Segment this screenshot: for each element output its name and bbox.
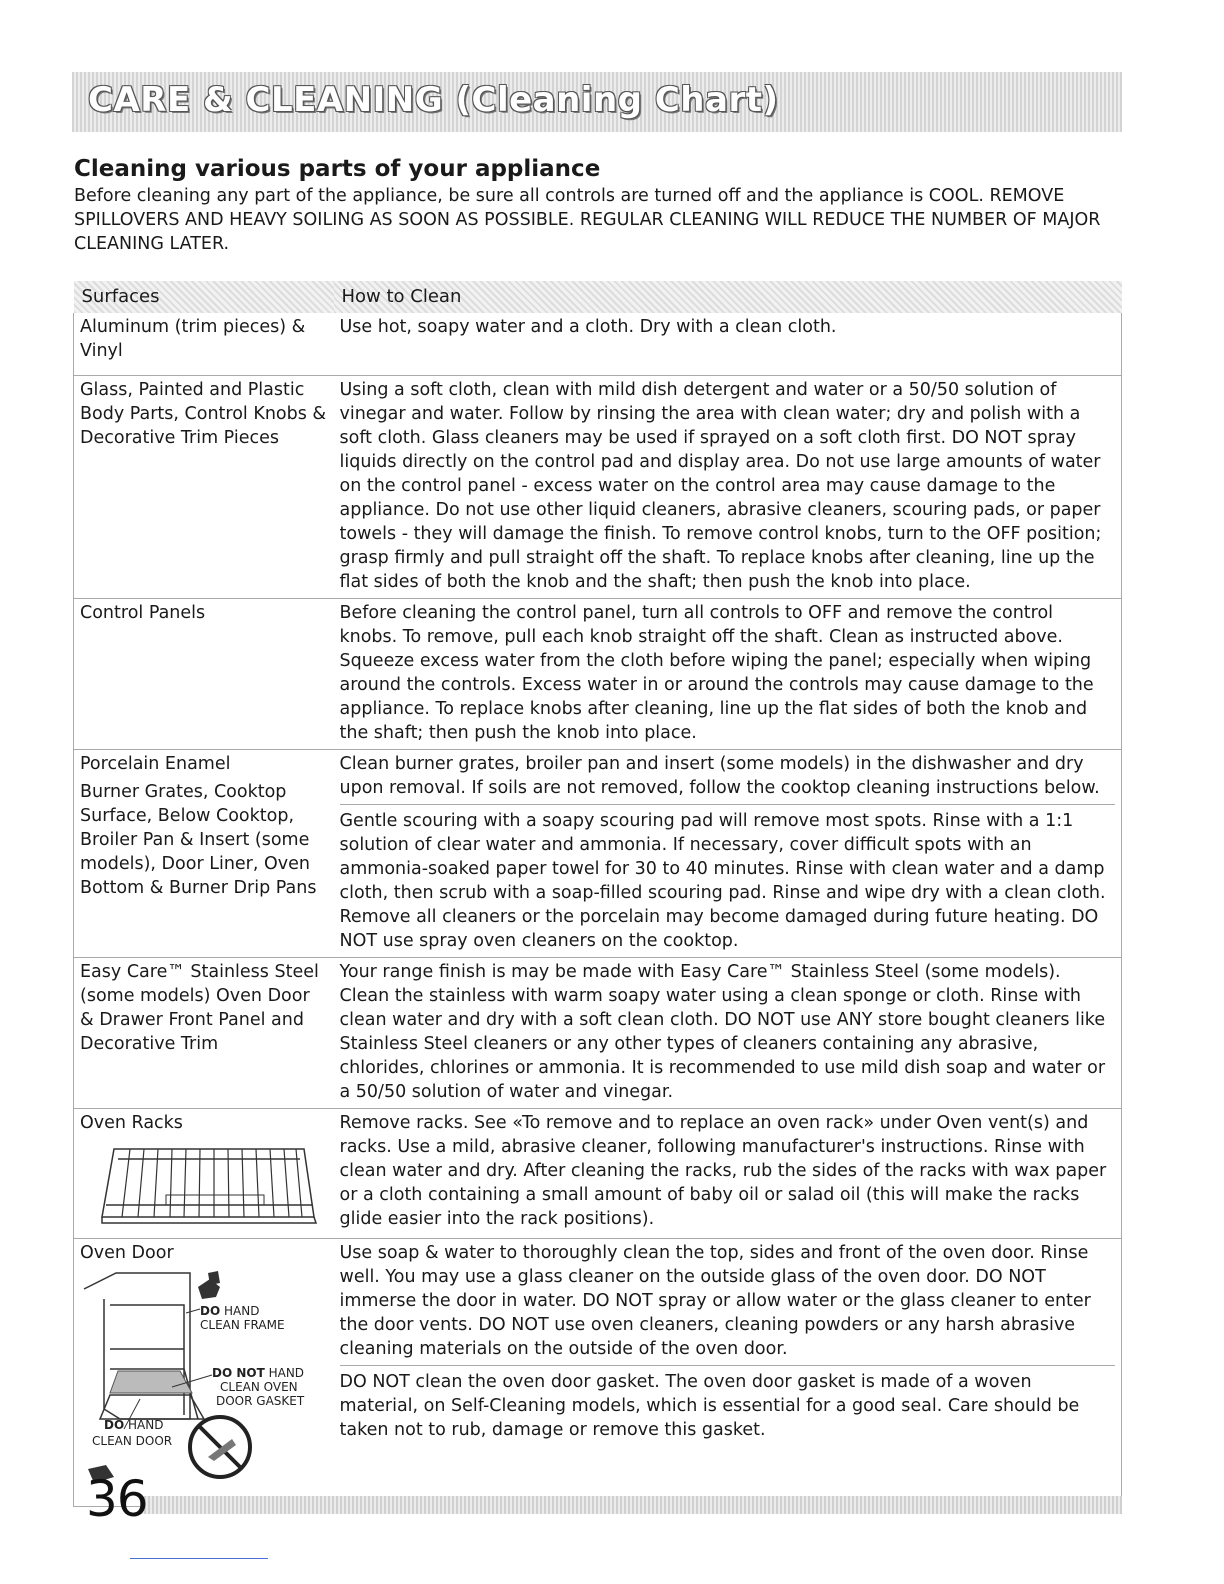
header-surfaces: Surfaces	[74, 281, 334, 313]
how-text: Clean burner grates, broiler pan and insert (some models) in the dishwasher and dry upon removal. If soils are not removed, follow the cooktop cleaning instructions below.	[339, 754, 1100, 798]
table-row	[74, 958, 1122, 1109]
cleaning-chart-table	[73, 281, 1122, 1507]
how-cell	[334, 1109, 1122, 1239]
how-cell	[334, 958, 1122, 1109]
how-text-secondary: Gentle scouring with a soapy scouring pad will remove most spots. Rinse with a 1:1 solution of clear water and ammonia. If necessary, cover difficult spots with an ammonia-soaked paper towel for 30 to 40 minutes. Rinse with clean water and a damp cloth, then scrub with a soap-filled scouring pad. Rinse and wipe dry with a clean cloth. Remove all cleaners or the porcelain may become damaged during future heating. DO NOT use spray oven cleaners on the cooktop.	[340, 804, 1116, 953]
banner-title: CARE & CLEANING (Cleaning Chart)	[88, 80, 779, 120]
how-text: Using a soft cloth, clean with mild dish detergent and water or a 50/50 solution of vinegar and water. Follow by rinsing the area with clean water; dry and polish with a soft cloth. Glass cleaners may be used if sprayed on a soft cloth first. DO NOT spray liquids directly on the control pad and display area. Do not use large amounts of water on the control panel - excess water on the control area may cause damage to the appliance. Do not use other liquid cleaners, abrasive cleaners, scouring pads, or paper towels - they will damage the finish. To remove control knobs, turn to the OFF position; grasp firmly and pull straight off the shaft. To replace knobs after cleaning, line up the flat sides of both the knob and the shaft; then push the knob into place.	[339, 380, 1102, 592]
how-text: Remove racks. See «To remove and to replace an oven rack» under Oven vent(s) and racks. Use a mild, abrasive cleaner, following manufacturer's instructions. Rinse with clean water and dry. After cleaning the racks, rub the sides of the racks with wax paper or a cloth containing a small amount of baby oil or salad oil (this will make the racks glide easier into the rack positions).	[339, 1113, 1107, 1229]
how-text: Use soap & water to thoroughly clean the top, sides and front of the oven door. Rinse well. You may use a glass cleaner on the outside glass of the oven door. DO NOT immerse the door in water. DO NOT spray or allow water or the glass cleaner to enter the door vents. DO NOT use oven cleaners, cleaning powders or any harsh abrasive cleaning materials on the outside of the oven door.	[339, 1243, 1091, 1359]
oven-rack-illustration	[94, 1139, 324, 1227]
table-row	[74, 1109, 1122, 1239]
surface-text: Oven Door	[80, 1243, 174, 1263]
intro-paragraph: Before cleaning any part of the appliance, be sure all controls are turned off and the appliance is COOL. REMOVE SPILLOVERS AND HEAVY SOILING AS SOON AS POSSIBLE. REGULAR CLEANING WILL REDUCE THE NUMBER OF MAJOR CLEANING LATER.	[74, 186, 1101, 254]
table-row	[74, 376, 1122, 599]
oven-door-illustration	[80, 1269, 320, 1495]
surface-text: Oven Racks	[80, 1113, 183, 1133]
table-header-row	[74, 281, 1122, 313]
no-symbol-icon	[190, 1417, 250, 1477]
how-cell	[334, 313, 1122, 376]
section-banner	[72, 72, 1122, 132]
surface-cell	[74, 750, 334, 958]
page-number: 36	[86, 1470, 148, 1528]
door-label: DO HAND CLEAN DOOR	[92, 1418, 173, 1448]
surface-cell	[74, 1239, 334, 1507]
footer-bar	[140, 1496, 1122, 1514]
how-text: Before cleaning the control panel, turn all controls to OFF and remove the control knobs. To remove, pull each knob straight off the shaft. Clean as instructed above. Squeeze excess water from the cloth before wiping the panel; especially when wiping around the controls. Excess water in or around the controls may cause damage to the appliance. To replace knobs after cleaning, line up the flat sides of both the knob and the shaft; then push the knob into place.	[339, 603, 1094, 743]
how-cell	[334, 376, 1122, 599]
surface-subtext: Burner Grates, Cooktop Surface, Below Cooktop, Broiler Pan & Insert (some models), Door Liner, Oven Bottom & Burner Drip Pans	[80, 782, 317, 898]
how-text: Your range finish is may be made with Easy Care™ Stainless Steel (some models). Clean the stainless with warm soapy water using a clean sponge or cloth. Rinse with clean water and dry with a soft clean cloth. DO NOT use ANY store bought cleaners like Stainless Steel cleaners or any other types of cleaners containing any abrasive, chlorides, chlorines or ammonia. It is recommended to use mild dish soap and water or a 50/50 solution of water and vinegar.	[339, 962, 1106, 1102]
footer-rule	[130, 1558, 268, 1559]
surface-cell: Easy Care™ Stainless Steel (some models) Oven Door & Drawer Front Panel and Decorative Trim	[74, 958, 334, 1109]
surface-cell: Aluminum (trim pieces) & Vinyl	[74, 313, 334, 376]
how-text: Use hot, soapy water and a cloth. Dry with a clean cloth.	[339, 317, 837, 337]
surface-cell: Control Panels	[74, 599, 334, 750]
table-row	[74, 599, 1122, 750]
table-row	[74, 750, 1122, 958]
how-cell	[334, 599, 1122, 750]
surface-cell	[74, 1109, 334, 1239]
table-row	[74, 1239, 1122, 1507]
how-text-secondary: DO NOT clean the oven door gasket. The oven door gasket is made of a woven material, on Self-Cleaning models, which is essential for a good seal. Care should be taken not to rub, damage or remove this gasket.	[340, 1365, 1116, 1442]
section-title: Cleaning various parts of your appliance	[74, 156, 601, 182]
surface-text: Porcelain Enamel	[80, 754, 231, 774]
how-cell	[334, 1239, 1122, 1507]
frame-label: DO HAND CLEAN FRAME	[200, 1304, 285, 1332]
table-row	[74, 313, 1122, 376]
how-cell	[334, 750, 1122, 958]
gasket-label: DO NOT HAND CLEAN OVEN DOOR GASKET	[212, 1366, 305, 1408]
header-how-to-clean: How to Clean	[334, 281, 1122, 313]
surface-cell: Glass, Painted and Plastic Body Parts, Control Knobs & Decorative Trim Pieces	[74, 376, 334, 599]
